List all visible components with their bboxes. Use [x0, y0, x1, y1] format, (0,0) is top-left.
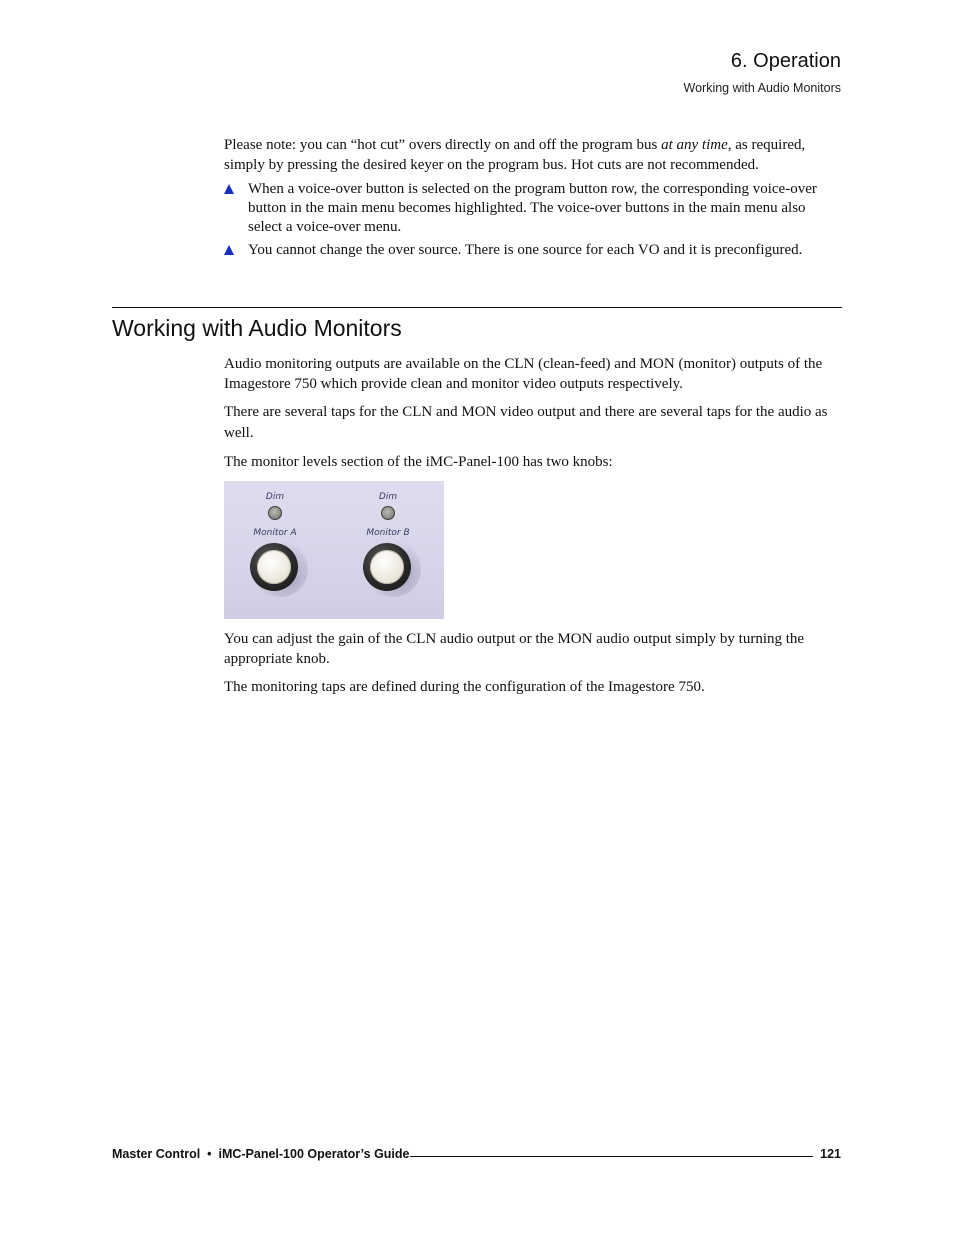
dim-led-b	[381, 506, 395, 520]
monitor-a-knob	[250, 543, 298, 591]
body-paragraph: Audio monitoring outputs are available on the CLN (clean-feed) and MON (monitor) outputs of the Imagestore 750 which provide clean and monitor video outputs respectively.	[224, 356, 823, 392]
bullet-item	[224, 241, 842, 260]
dim-label-b: Dim	[378, 492, 398, 502]
dim-led-a	[268, 506, 282, 520]
page-number: 121	[820, 1147, 841, 1161]
intro-emphasis: at any time	[661, 137, 728, 153]
intro-paragraph	[224, 135, 842, 175]
section-divider	[112, 307, 842, 308]
knob-cap-b	[370, 550, 404, 584]
triangle-bullet-icon	[224, 184, 234, 194]
intro-text-start: Please note: you can “hot cut” overs directly on and off the program bus	[224, 137, 662, 153]
monitor-a-label: Monitor A	[253, 528, 297, 538]
body-paragraph: The monitoring taps are defined during the configuration of the Imagestore 750.	[224, 679, 705, 695]
running-header-section: Working with Audio Monitors	[683, 81, 841, 95]
body-paragraph: The monitor levels section of the iMC-Panel-100 has two knobs:	[224, 454, 613, 470]
monitor-b-knob	[363, 543, 411, 591]
monitor-levels-panel-image	[224, 481, 444, 619]
body-paragraph: There are several taps for the CLN and MON video output and there are several taps for the audio as well.	[224, 404, 828, 441]
bullet-text: When a voice-over button is selected on the program button row, the corresponding voice-over button in the main menu becomes highlighted. The voice-over buttons in the main menu also select a voice-over menu.	[248, 181, 817, 235]
bullet-text: You cannot change the over source. There is one source for each VO and it is preconfigured.	[248, 242, 803, 258]
bullet-item	[224, 180, 842, 237]
knob-cap-a	[257, 550, 291, 584]
body-paragraph: You can adjust the gain of the CLN audio output or the MON audio output simply by turning the appropriate knob.	[224, 631, 805, 667]
triangle-bullet-icon	[224, 245, 234, 255]
section-heading: Working with Audio Monitors	[112, 315, 402, 341]
chapter-title: 6. Operation	[730, 50, 841, 72]
footer-document-title: Master Control • iMC-Panel-100 Operator’s Guide	[112, 1147, 410, 1161]
intro-text-end: , as required, simply by pressing the desired keyer on the program bus. Hot cuts are not recommended.	[224, 137, 806, 173]
monitor-b-label: Monitor B	[366, 528, 410, 538]
footer-rule	[410, 1156, 813, 1157]
dim-label-a: Dim	[265, 492, 285, 502]
